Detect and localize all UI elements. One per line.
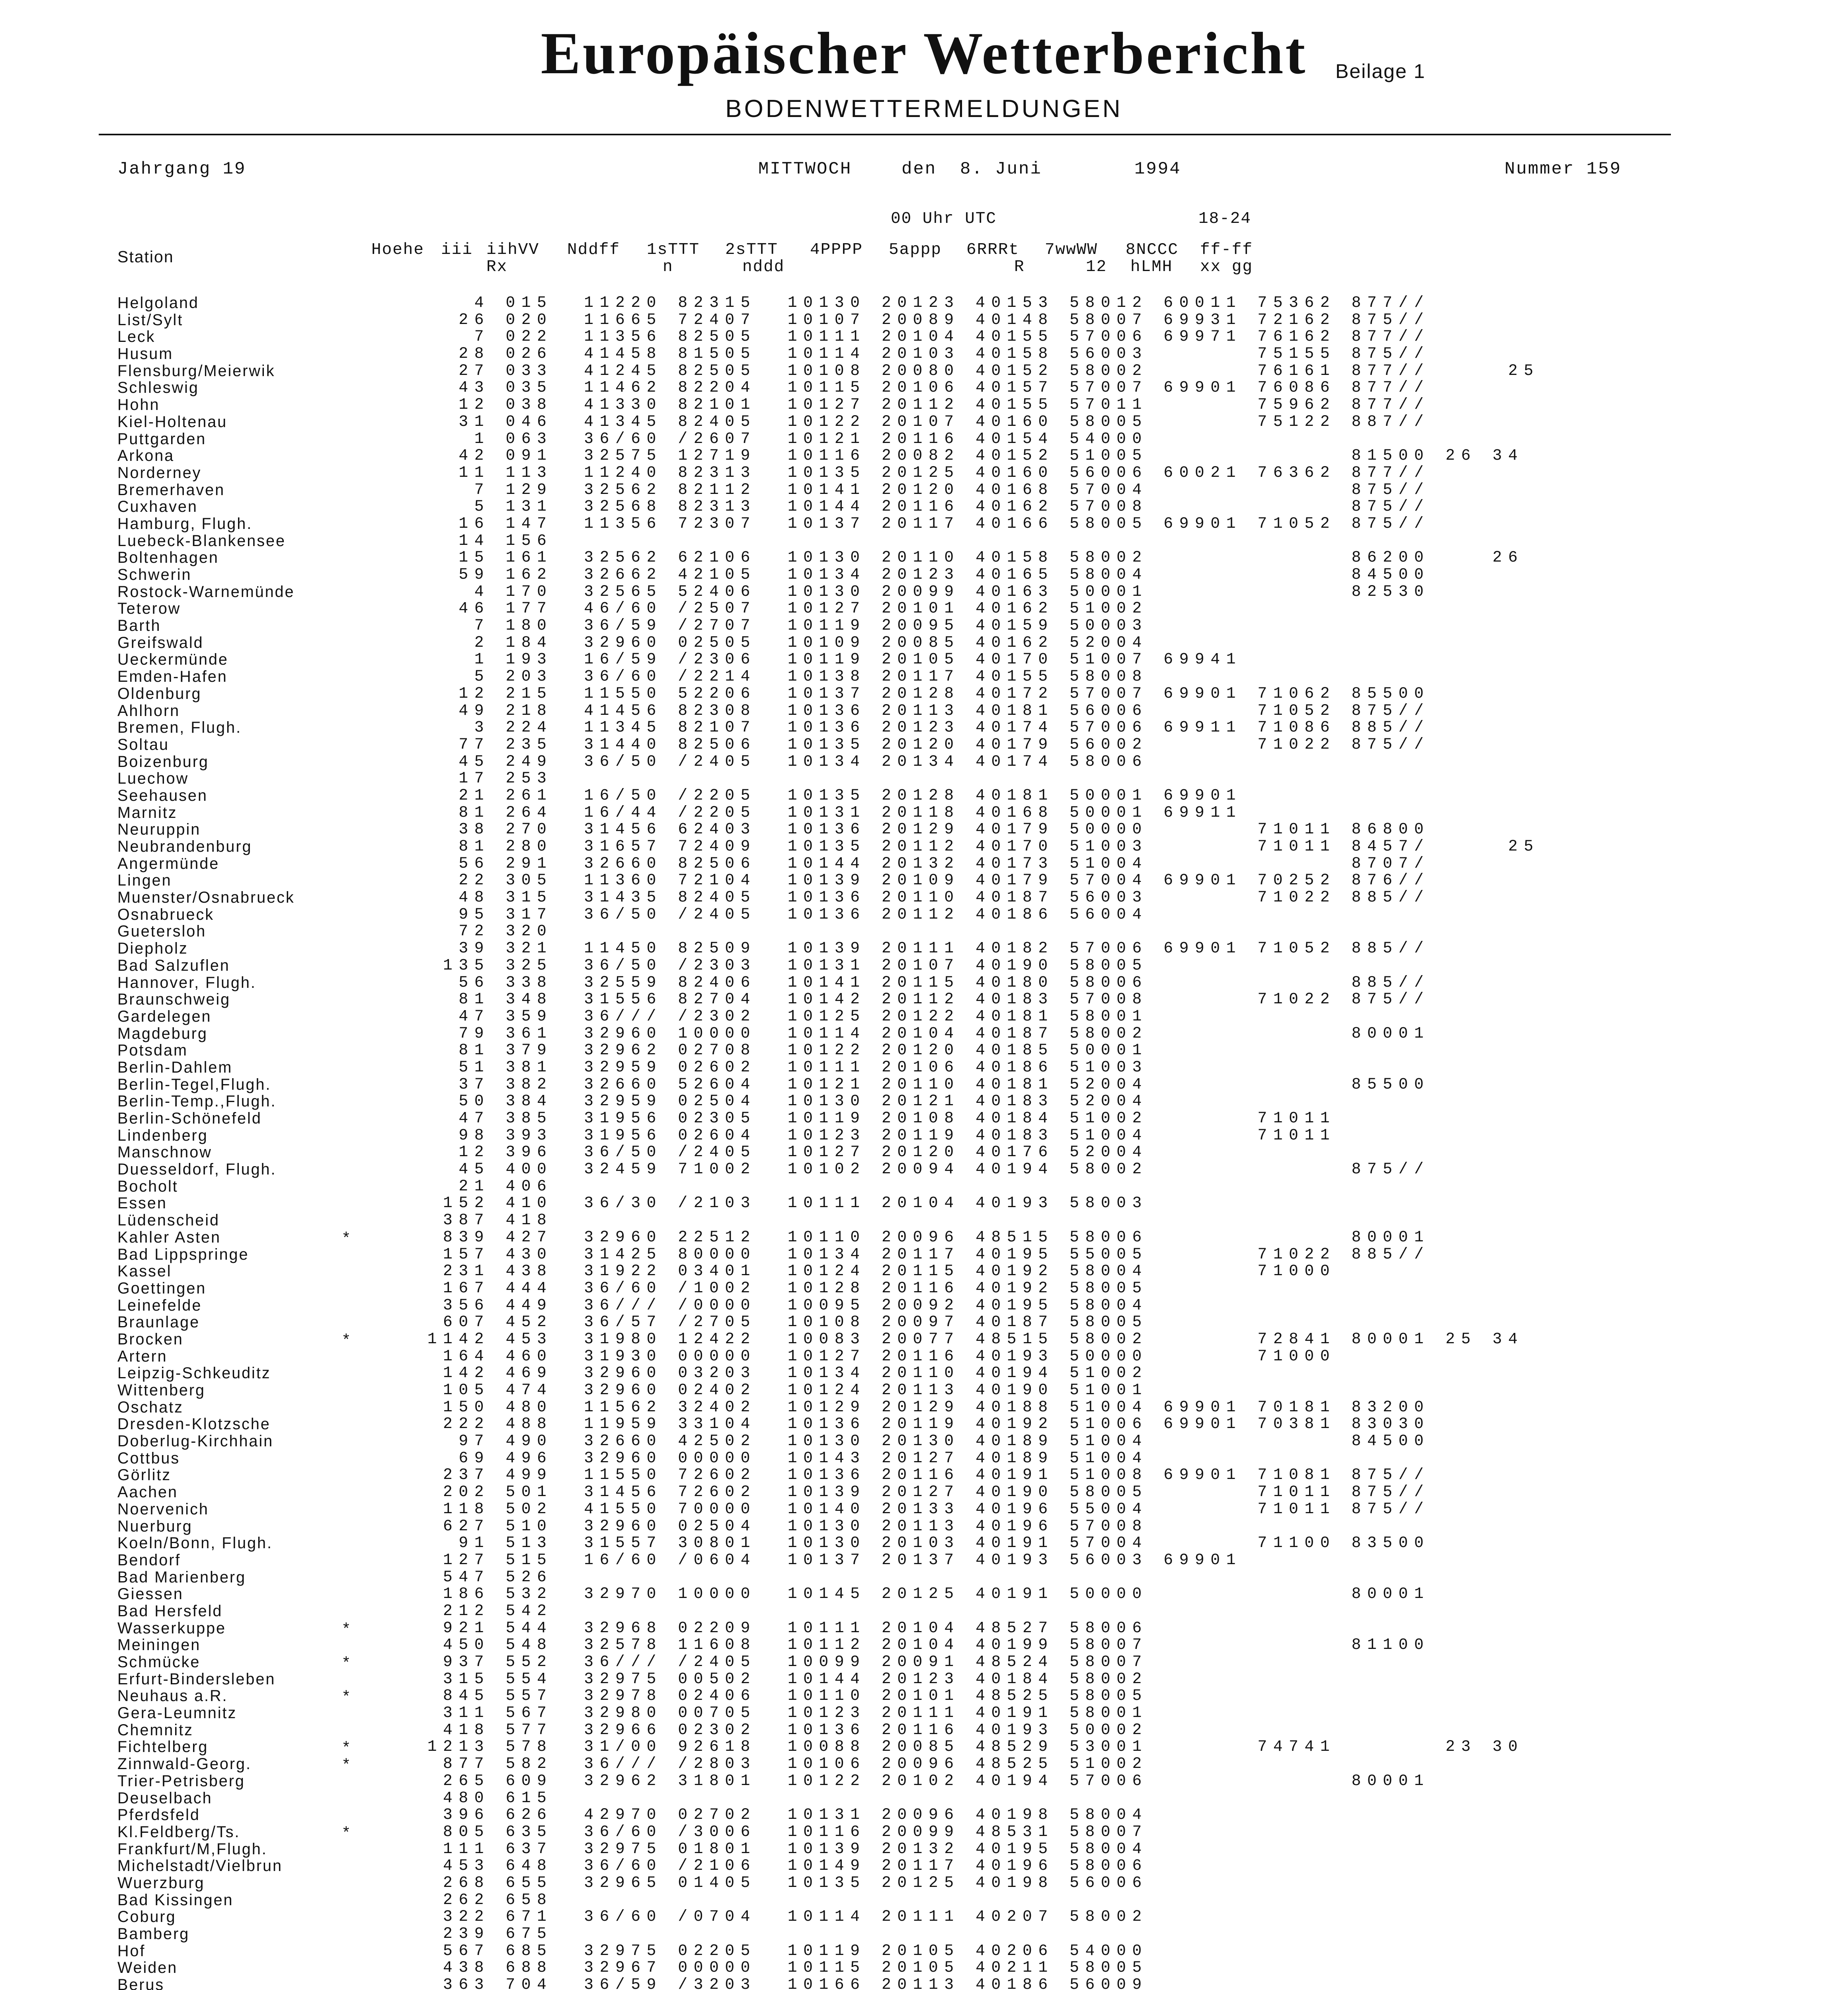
station-name: Bremen, Flugh.: [117, 719, 242, 737]
observation-groups: 262 658: [396, 1890, 553, 1909]
station-name: Seehausen: [117, 786, 208, 804]
observation-groups: 607 452 36/57 /2705 10108 20097 40187 58005: [396, 1313, 1148, 1331]
observation-groups: 81 280 31657 72409 10135 20112 40170 51003 71011 8457/ 25: [396, 837, 1540, 855]
station-name: Potsdam: [117, 1042, 188, 1059]
observation-groups: 805 635 36/60 /3006 10116 20099 48531 58007: [396, 1822, 1148, 1841]
observation-groups: 12 038 41330 82101 10127 20112 40155 57011 75962 877//: [396, 396, 1430, 414]
station-name: Osnabrueck: [117, 905, 214, 923]
observation-groups: 118 502 41550 70000 10140 20133 40196 55004 71011 875//: [396, 1500, 1430, 1518]
station-name: Hannover, Flugh.: [117, 974, 256, 991]
observation-groups: 418 577 32966 02302 10136 20116 40193 50002: [396, 1721, 1148, 1739]
station-name: Schwerin: [117, 566, 192, 583]
station-name: Bad Kissingen: [117, 1891, 234, 1909]
observation-groups: 1 063 36/60 /2607 10121 20116 40154 54000: [396, 429, 1148, 448]
observation-groups: 81 264 16/44 /2205 10131 20118 40168 50001 69911: [396, 803, 1242, 821]
station-name: Leipzig-Schkeuditz: [117, 1364, 271, 1382]
station-name: Greifswald: [117, 634, 204, 652]
station-name: Görlitz: [117, 1466, 172, 1484]
station-name: Deuselbach: [117, 1789, 213, 1807]
station-name: Gardelegen: [117, 1007, 212, 1025]
station-name: Cuxhaven: [117, 498, 198, 516]
observation-groups: 387 418: [396, 1211, 553, 1229]
observation-groups: 877 582 36/// /2803 10106 20096 48525 51002: [396, 1755, 1148, 1773]
station-name: Berlin-Tegel,Flugh.: [117, 1075, 271, 1093]
station-name: Duesseldorf, Flugh.: [117, 1161, 277, 1178]
col-2sttt: 2sTTT: [725, 241, 779, 259]
observation-groups: 21 261 16/50 /2205 10135 20128 40181 50001 69901: [396, 786, 1242, 804]
station-name: Lindenberg: [117, 1126, 208, 1144]
station-name: Bad Hersfeld: [117, 1602, 223, 1620]
mountain-station-marker: *: [343, 1653, 349, 1671]
observation-groups: 45 249 36/50 /2405 10134 20134 40174 58006: [396, 752, 1148, 771]
observation-groups: 43 035 11462 82204 10115 20106 40157 57007 69901 76086 877//: [396, 378, 1430, 397]
station-name: Schleswig: [117, 379, 199, 397]
main-title: Europäischer Wetterbericht: [541, 20, 1307, 86]
observation-groups: 268 655 32965 01405 10135 20125 40198 56006: [396, 1873, 1148, 1892]
station-name: Boizenburg: [117, 753, 209, 771]
station-name: Meiningen: [117, 1636, 201, 1654]
observation-groups: 47 359 36/// /2302 10125 20122 40181 58001: [396, 1007, 1148, 1025]
observation-groups: 7 022 11356 82505 10111 20104 40155 57006 69971 76162 877//: [396, 328, 1430, 346]
observation-groups: 26 020 11665 72407 10107 20089 40148 58007 69931 72162 875//: [396, 310, 1430, 329]
col-n: n: [663, 258, 673, 276]
col-xxgg: xx gg: [1200, 258, 1253, 276]
observation-groups: 239 675: [396, 1925, 553, 1943]
station-name: Zinnwald-Georg.: [117, 1755, 252, 1773]
station-name: Frankfurt/M,Flugh.: [117, 1840, 267, 1858]
station-name: Trier-Petrisberg: [117, 1772, 245, 1790]
station-name: Neuhaus a.R.: [117, 1687, 228, 1705]
observation-groups: 7 129 32562 82112 10141 20120 40168 57004 875//: [396, 480, 1430, 499]
observation-groups: 97 490 32660 42502 10130 20130 40189 51004 84500: [396, 1432, 1430, 1450]
observation-groups: 5 203 36/60 /2214 10138 20117 40155 58008: [396, 667, 1148, 686]
observation-groups: 3 224 11345 82107 10136 20123 40174 57006 69911 71086 885//: [396, 718, 1430, 737]
observation-groups: 167 444 36/60 /1002 10128 20116 40192 58005: [396, 1279, 1148, 1297]
subtitle: BODENWETTERMELDUNGEN: [725, 95, 1123, 123]
station-name: Soltau: [117, 736, 170, 753]
observation-groups: 127 515 16/60 /0604 10137 20137 40193 56003 69901: [396, 1551, 1242, 1569]
station-name: Neuruppin: [117, 821, 201, 839]
station-name: Ahlhorn: [117, 702, 180, 720]
observation-groups: 157 430 31425 80000 10134 20117 40195 55005 71022 885//: [396, 1245, 1430, 1263]
observation-groups: 47 385 31956 02305 10119 20108 40184 51002 71011: [396, 1109, 1336, 1127]
observation-groups: 164 460 31930 00000 10127 20116 40193 50000 71000: [396, 1347, 1336, 1365]
col-station: Station: [117, 248, 174, 266]
observation-groups: 45 400 32459 71002 10102 20094 40194 58002 875//: [396, 1160, 1430, 1178]
station-name: Berlin-Dahlem: [117, 1058, 233, 1076]
observation-groups: 105 474 32960 02402 10124 20113 40190 51001: [396, 1381, 1148, 1399]
station-name: Muenster/Osnabrueck: [117, 889, 295, 907]
station-name: Essen: [117, 1194, 167, 1212]
observation-groups: 845 557 32978 02406 10110 20101 48525 58005: [396, 1687, 1148, 1705]
observation-groups: 91 513 31557 30801 10130 20103 40191 57004 71100 83500: [396, 1534, 1430, 1552]
observation-groups: 839 427 32960 22512 10110 20096 48515 58006 80001: [396, 1228, 1430, 1246]
station-name: Norderney: [117, 464, 202, 482]
station-name: Boltenhagen: [117, 549, 219, 567]
observation-groups: 79 361 32960 10000 10114 20104 40187 58002 80001: [396, 1024, 1430, 1042]
station-name: Arkona: [117, 447, 175, 465]
station-name: Cottbus: [117, 1449, 180, 1467]
observation-groups: 4 170 32565 52406 10130 20099 40163 50001 82530: [396, 582, 1430, 601]
observation-groups: 59 162 32662 42105 10134 20123 40165 58004 84500: [396, 566, 1430, 583]
observation-groups: 15 161 32562 62106 10130 20110 40158 58002 86200 26: [396, 548, 1524, 567]
observation-groups: 396 626 42970 02702 10131 20096 40198 58004: [396, 1806, 1148, 1824]
station-name: Bocholt: [117, 1177, 178, 1195]
observation-groups: 186 532 32970 10000 10145 20125 40191 50000 80001: [396, 1585, 1430, 1603]
observation-groups: 31 046 41345 82405 10122 20107 40160 58005 75122 887//: [396, 412, 1430, 431]
observation-groups: 72 320: [396, 922, 553, 940]
station-name: Berlin-Temp.,Flugh.: [117, 1093, 277, 1110]
observation-groups: 356 449 36/// /0000 10095 20092 40195 58004: [396, 1296, 1148, 1314]
observation-groups: 265 609 32962 31801 10122 20102 40194 57006 80001: [396, 1771, 1430, 1790]
observation-groups: 322 671 36/60 /0704 10114 20111 40207 58002: [396, 1908, 1148, 1926]
station-name: Kiel-Holtenau: [117, 413, 228, 431]
header-rule: [99, 134, 1671, 135]
col-iihvv: iihVV: [486, 241, 540, 259]
col-ffff: ff-ff: [1200, 241, 1253, 259]
observation-groups: 1213 578 31/00 92618 10088 20085 48529 53001 74741 23 30: [396, 1738, 1524, 1756]
observation-groups: 28 026 41458 81505 10114 20103 40158 56003 75155 875//: [396, 345, 1430, 363]
observation-groups: 16 147 11356 72307 10137 20117 40166 58005 69901 71052 875//: [396, 514, 1430, 533]
station-name: Ueckermünde: [117, 651, 228, 669]
station-name: Kassel: [117, 1262, 172, 1280]
col-5appp: 5appp: [889, 241, 942, 259]
col-7wwww: 7wwWW: [1045, 241, 1098, 259]
supplement-label: Beilage 1: [1335, 60, 1426, 82]
observation-groups: 38 270 31456 62403 10136 20129 40179 50000 71011 86800: [396, 820, 1430, 839]
observation-groups: 17 253: [396, 769, 553, 788]
observation-groups: 152 410 36/30 /2103 10111 20104 40193 58003: [396, 1194, 1148, 1212]
observation-groups: 453 648 36/60 /2106 10149 20117 40196 58006: [396, 1857, 1148, 1875]
observation-groups: 212 542: [396, 1602, 553, 1620]
station-name: Angermünde: [117, 855, 220, 872]
observation-groups: 51 381 32959 02602 10111 20106 40186 51003: [396, 1058, 1148, 1076]
station-name: Bad Marienberg: [117, 1568, 246, 1586]
observation-groups: 77 235 31440 82506 10135 20120 40179 56002 71022 875//: [396, 735, 1430, 753]
mountain-station-marker: *: [343, 1228, 349, 1246]
observation-groups: 11 113 11240 82313 10135 20125 40160 56006 60021 76362 877//: [396, 463, 1430, 482]
station-name: Emden-Hafen: [117, 668, 228, 686]
station-name: Brocken: [117, 1330, 183, 1348]
observation-groups: 81 379 32962 02708 10122 20120 40185 50001: [396, 1041, 1148, 1059]
station-name: Manschnow: [117, 1143, 212, 1161]
observation-groups: 315 554 32975 00502 10144 20123 40184 58002: [396, 1670, 1148, 1688]
station-name: Bamberg: [117, 1925, 190, 1943]
observation-groups: 135 325 36/50 /2303 10131 20107 40190 58005: [396, 956, 1148, 974]
col-4pppp: 4PPPP: [810, 241, 863, 259]
station-name: Michelstadt/Vielbrun: [117, 1857, 283, 1875]
date-label: den 8. Juni: [902, 159, 1042, 179]
col-hoehe: Hoehe: [371, 241, 425, 259]
col-12: 12: [1086, 258, 1107, 276]
station-name: Marnitz: [117, 804, 178, 821]
mountain-station-marker: *: [343, 1738, 349, 1756]
mountain-station-marker: *: [343, 1619, 349, 1637]
station-name: Guetersloh: [117, 923, 207, 940]
observation-groups: 1 193 16/59 /2306 10119 20105 40170 51007 69941: [396, 650, 1242, 669]
observation-groups: 81 348 31556 82704 10142 20112 40183 57008 71022 875//: [396, 990, 1430, 1009]
station-name: Bad Lippspringe: [117, 1245, 249, 1263]
year-label: 1994: [1134, 159, 1181, 179]
observation-groups: 4 015 11220 82315 10130 20123 40153 58012 60011 75362 877//: [396, 294, 1430, 312]
issue-number: Nummer 159: [1505, 159, 1622, 179]
station-name: Leck: [117, 328, 156, 346]
observation-groups: 7 180 36/59 /2707 10119 20095 40159 50003: [396, 617, 1148, 635]
mountain-station-marker: *: [343, 1687, 349, 1705]
station-name: Hof: [117, 1942, 146, 1960]
observation-groups: 480 615: [396, 1789, 553, 1807]
observation-groups: 50 384 32959 02504 10130 20121 40183 52004: [396, 1092, 1148, 1110]
observation-groups: 27 033 41245 82505 10108 20080 40152 58002 76161 877// 25: [396, 361, 1540, 380]
observation-groups: 150 480 11562 32402 10129 20129 40188 51004 69901 70181 83200: [396, 1398, 1430, 1416]
station-name: Nuerburg: [117, 1517, 193, 1535]
observation-groups: 48 315 31435 82405 10136 20110 40187 56003 71022 885//: [396, 888, 1430, 907]
observation-groups: 22 305 11360 72104 10139 20109 40179 57004 69901 70252 876//: [396, 871, 1430, 890]
observation-groups: 450 548 32578 11608 10112 20104 40199 58007 81100: [396, 1636, 1430, 1654]
station-name: Magdeburg: [117, 1024, 208, 1042]
station-name: Lingen: [117, 872, 172, 890]
weekday-label: MITTWOCH: [758, 159, 852, 179]
station-name: Rostock-Warnemünde: [117, 583, 295, 601]
station-name: Coburg: [117, 1908, 176, 1926]
station-name: Lüdenscheid: [117, 1212, 220, 1229]
station-name: Wasserkuppe: [117, 1619, 226, 1637]
mountain-station-marker: *: [343, 1755, 349, 1773]
station-name: Doberlug-Kirchhain: [117, 1432, 274, 1450]
station-name: Oldenburg: [117, 685, 202, 702]
observation-groups: 363 704 36/59 /3203 10166 20113 40186 56009: [396, 1976, 1148, 1990]
station-name: List/Sylt: [117, 311, 183, 329]
station-name: Pferdsfeld: [117, 1806, 200, 1824]
observation-groups: 237 499 11550 72602 10136 20116 40191 51008 69901 71081 875//: [396, 1466, 1430, 1484]
station-name: Bremerhaven: [117, 481, 225, 499]
observation-groups: 202 501 31456 72602 10139 20127 40190 58005 71011 875//: [396, 1483, 1430, 1501]
station-name: Kl.Feldberg/Ts.: [117, 1823, 240, 1841]
observation-groups: 12 396 36/50 /2405 10127 20120 40176 52004: [396, 1143, 1148, 1161]
station-name: Erfurt-Bindersleben: [117, 1670, 276, 1688]
station-name: Husum: [117, 345, 174, 363]
observation-groups: 627 510 32960 02504 10130 20113 40196 57008: [396, 1517, 1148, 1535]
col-1sttt: 1sTTT: [647, 241, 700, 259]
station-name: Schmücke: [117, 1653, 201, 1671]
station-name: Gera-Leumnitz: [117, 1704, 237, 1722]
col-8nccc: 8NCCC: [1126, 241, 1179, 259]
station-name: Luechow: [117, 770, 189, 788]
observation-groups: 5 131 32568 82313 10144 20116 40162 57008 875//: [396, 498, 1430, 516]
station-name: Dresden-Klotzsche: [117, 1415, 271, 1433]
station-name: Bendorf: [117, 1551, 181, 1569]
col-nddd: nddd: [742, 258, 785, 276]
station-name: Goettingen: [117, 1279, 207, 1297]
observation-groups: 438 688 32967 00000 10115 20105 40211 58005: [396, 1959, 1148, 1977]
station-name: Braunschweig: [117, 991, 231, 1009]
station-name: Koeln/Bonn, Flugh.: [117, 1534, 273, 1552]
station-name: Berlin-Schönefeld: [117, 1110, 262, 1127]
time-header-right: 18-24: [1198, 210, 1252, 228]
observation-groups: 921 544 32968 02209 10111 20104 48527 58006: [396, 1619, 1148, 1637]
station-name: Noervenich: [117, 1500, 209, 1518]
time-header: 00 Uhr UTC: [891, 210, 997, 228]
station-name: Kahler Asten: [117, 1228, 221, 1246]
observation-groups: 142 469 32960 03203 10134 20110 40194 51002: [396, 1364, 1148, 1382]
col-6rrrt: 6RRRt: [966, 241, 1020, 259]
observation-groups: 49 218 41456 82308 10136 20113 40181 56006 71052 875//: [396, 701, 1430, 720]
station-name: Oschatz: [117, 1398, 183, 1416]
station-name: Leinefelde: [117, 1296, 202, 1314]
station-name: Wuerzburg: [117, 1874, 205, 1892]
station-name: Diepholz: [117, 940, 188, 958]
observation-groups: 46 177 46/60 /2507 10127 20101 40162 51002: [396, 599, 1148, 618]
station-name: Braunlage: [117, 1313, 200, 1331]
observation-groups: 231 438 31922 03401 10124 20115 40192 58004 71000: [396, 1262, 1336, 1280]
observation-groups: 56 291 32660 82506 10144 20132 40173 51004 8707/: [396, 854, 1430, 872]
observation-groups: 111 637 32975 01801 10139 20132 40195 58004: [396, 1840, 1148, 1858]
station-name: Hamburg, Flugh.: [117, 515, 253, 533]
observation-groups: 21 406: [396, 1177, 553, 1195]
observation-groups: 69 496 32960 00000 10143 20127 40189 51004: [396, 1449, 1148, 1467]
mountain-station-marker: *: [343, 1823, 349, 1841]
station-name: Hohn: [117, 396, 160, 414]
observation-groups: 14 156: [396, 531, 553, 550]
observation-groups: 311 567 32980 00705 10123 20111 40191 58001: [396, 1704, 1148, 1722]
station-name: Puttgarden: [117, 430, 207, 448]
station-name: Aachen: [117, 1483, 178, 1501]
col-hlmh: hLMH: [1130, 258, 1173, 276]
station-name: Teterow: [117, 600, 181, 618]
col-rx: Rx: [486, 258, 508, 276]
station-name: Giessen: [117, 1585, 183, 1603]
observation-groups: 42 091 32575 12719 10116 20082 40152 51005 81500 26 34: [396, 447, 1524, 465]
station-name: Barth: [117, 617, 161, 635]
col-nddff: Nddff: [567, 241, 621, 259]
station-name: Bad Salzuflen: [117, 956, 230, 974]
station-name: Weiden: [117, 1959, 178, 1977]
observation-groups: 56 338 32559 82406 10141 20115 40180 58006 885//: [396, 973, 1430, 991]
observation-groups: 547 526: [396, 1568, 553, 1586]
station-name: Luebeck-Blankensee: [117, 532, 286, 550]
observation-groups: 37 382 32660 52604 10121 20110 40181 52004 85500: [396, 1075, 1430, 1093]
observation-groups: 1142 453 31980 12422 10083 20077 48515 58002 72841 80001 25 34: [396, 1330, 1524, 1348]
observation-groups: 95 317 36/50 /2405 10136 20112 40186 56004: [396, 905, 1148, 923]
station-name: Artern: [117, 1347, 168, 1365]
station-name: Wittenberg: [117, 1381, 206, 1399]
observation-groups: 39 321 11450 82509 10139 20111 40182 57006 69901 71052 885//: [396, 939, 1430, 958]
observation-groups: 2 184 32960 02505 10109 20085 40162 52004: [396, 633, 1148, 652]
mountain-station-marker: *: [343, 1330, 349, 1348]
observation-groups: 12 215 11550 52206 10137 20128 40172 57007 69901 71062 85500: [396, 684, 1430, 702]
col-r: R: [1014, 258, 1025, 276]
station-name: Helgoland: [117, 294, 199, 312]
observation-groups: 567 685 32975 02205 10119 20105 40206 54000: [396, 1941, 1148, 1960]
station-name: Berus: [117, 1976, 165, 1990]
observation-groups: 937 552 36/// /2405 10099 20091 48524 58007: [396, 1653, 1148, 1671]
observation-groups: 98 393 31956 02604 10123 20119 40183 51004 71011: [396, 1126, 1336, 1144]
col-iii: iii: [441, 241, 473, 259]
volume-label: Jahrgang 19: [117, 159, 246, 179]
station-name: Flensburg/Meierwik: [117, 362, 275, 380]
station-name: Neubrandenburg: [117, 838, 252, 855]
station-name: Fichtelberg: [117, 1738, 209, 1756]
station-name: Chemnitz: [117, 1721, 193, 1739]
observation-groups: 222 488 11959 33104 10136 20119 40192 51006 69901 70381 83030: [396, 1415, 1430, 1433]
